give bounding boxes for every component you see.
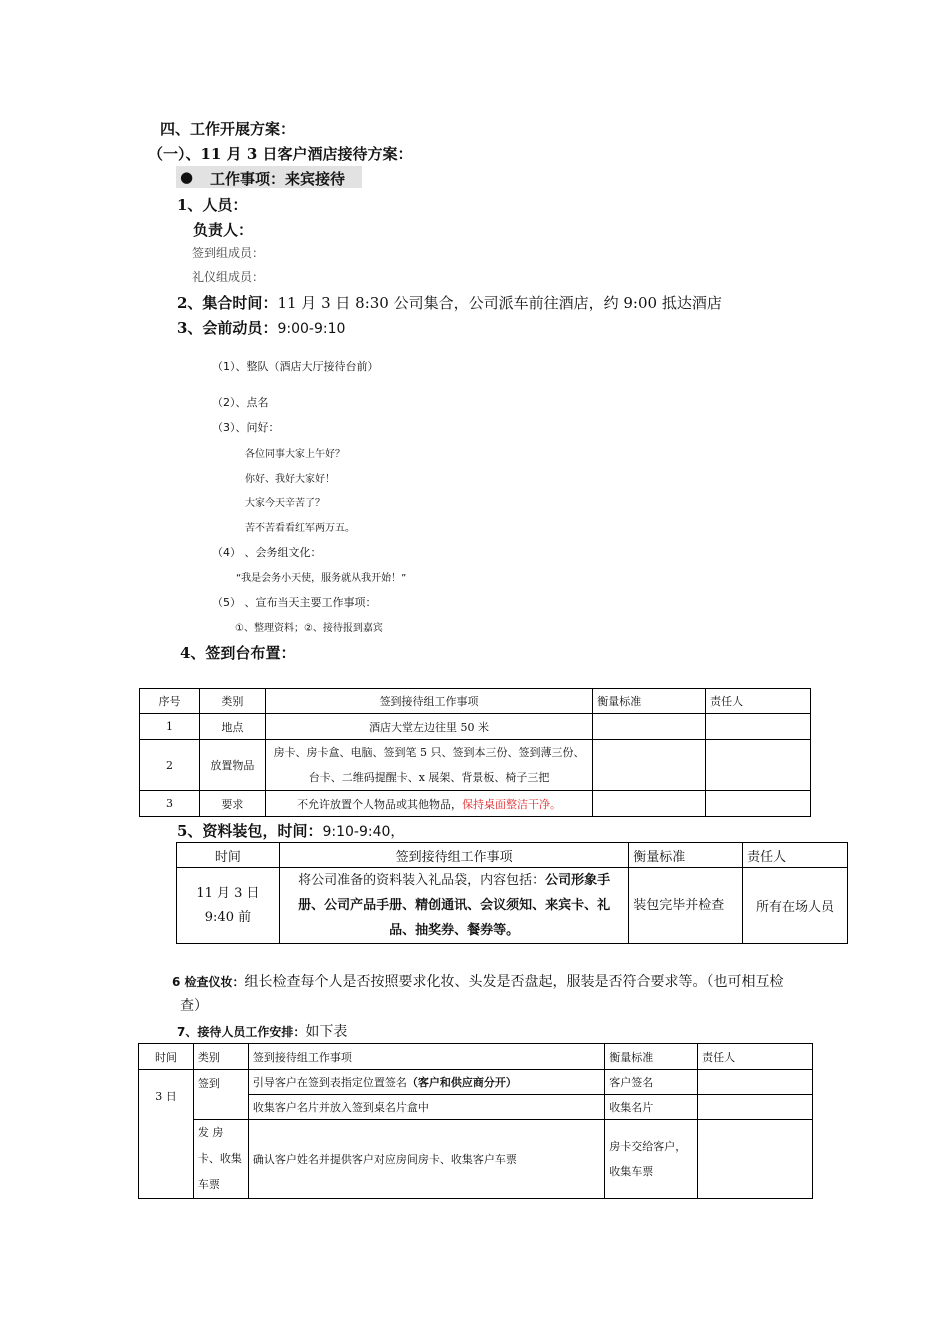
arrange-table <box>138 1043 813 1199</box>
table-cell: 1 <box>140 714 200 740</box>
table-cell: 要求 <box>199 791 265 817</box>
table-cell: 房卡交给客户，收集车票 <box>605 1120 698 1199</box>
requirement-text: 不允许放置个人物品或其他物品， <box>297 797 463 811</box>
table-row <box>140 791 811 817</box>
table-cell <box>177 868 280 944</box>
pack-task-bold: 公司形象手册、公司产品手册、精创通讯、会议须知、来宾卡、礼品、抽奖券、餐券等。 <box>298 873 611 938</box>
mobilize-item: （4） 、会务组文化： <box>212 546 322 559</box>
pack-time-line: 9:40 前 <box>204 909 252 925</box>
table-cell: 发 房卡、收集车票 <box>193 1120 248 1199</box>
table-cell <box>593 740 706 791</box>
pack-label: 5、资料装包，时间： <box>177 822 323 840</box>
arrange-task-plain: 引导客户在签到表指定位置签名 <box>252 1076 407 1089</box>
assemble-line <box>177 292 722 313</box>
desk-title: 4、签到台布置： <box>180 644 296 662</box>
table-row <box>177 868 848 944</box>
table-header: 衡量标准 <box>605 1044 698 1070</box>
pack-line <box>177 820 404 841</box>
desk-table <box>139 688 811 817</box>
table-header: 类别 <box>199 689 265 714</box>
table-header: 衡量标准 <box>593 689 706 714</box>
inspect-line <box>172 971 784 991</box>
table-cell: 2 <box>140 740 200 791</box>
table-header: 类别 <box>193 1044 248 1070</box>
mobilize-item: 你好、我好大家好！ <box>245 474 335 485</box>
table-cell: 所有在场人员 <box>743 868 848 944</box>
table-cell <box>593 791 706 817</box>
table-cell <box>593 714 706 740</box>
table-cell: 酒店大堂左边往里 50 米 <box>265 714 592 740</box>
mobilize-item: （2）、点名 <box>212 396 269 409</box>
mobilize-line <box>177 317 345 338</box>
staff-title: 1、人员： <box>177 196 248 214</box>
staff-signin: 签到组成员： <box>192 246 265 260</box>
table-row <box>140 740 811 791</box>
inspect-label: 6 检查仪妆： <box>172 975 245 989</box>
table-cell <box>698 1070 813 1095</box>
table-header: 责任人 <box>706 689 811 714</box>
pack-task-plain: 将公司准备的资料装入礼品袋，内容包括： <box>298 873 546 888</box>
staff-etiquette: 礼仪组成员： <box>192 270 265 284</box>
mobilize-item: （5） 、宣布当天主要工作事项： <box>212 596 377 609</box>
table-header: 签到接待组工作事项 <box>265 689 592 714</box>
subsection-heading: （一）、11 月 3 日客户酒店接待方案： <box>148 145 413 163</box>
table-cell: 地点 <box>199 714 265 740</box>
pack-time-line: 11 月 3 日 <box>196 885 260 901</box>
mobilize-item: 大家今天辛苦了？ <box>245 498 325 509</box>
inspect-text: 组长检查每个人是否按照要求化妆、头发是否盘起，服装是否符合要求等。（也可相互检 <box>244 974 784 990</box>
assemble-text: 11 月 3 日 8:30 公司集合，公司派车前往酒店，约 9:00 抵达酒店 <box>277 294 722 312</box>
table-cell: 收集客户名片并放入签到桌名片盒中 <box>248 1095 604 1120</box>
mobilize-item: 各位同事大家上午好？ <box>245 449 345 460</box>
table-header: 时间 <box>177 843 280 868</box>
table-cell: 装包完毕并检查 <box>629 868 743 944</box>
table-header: 责任人 <box>743 843 848 868</box>
table-row <box>139 1070 813 1095</box>
table-cell: 收集名片 <box>605 1095 698 1120</box>
table-header: 时间 <box>139 1044 194 1070</box>
pack-time: 9:10-9:40， <box>322 824 405 840</box>
mobilize-item: 苦不苦看看红军两万五。 <box>245 523 355 534</box>
table-cell: 确认客户姓名并提供客户对应房间房卡、收集客户车票 <box>248 1120 604 1199</box>
table-cell: 客户签名 <box>605 1070 698 1095</box>
arrange-label: 7、接待人员工作安排： <box>177 1025 306 1039</box>
table-cell <box>698 1120 813 1199</box>
table-cell: 房卡、房卡盒、电脑、签到笔 5 只、签到本三份、签到薄三份、台卡、二维码提醒卡、x 展架、背景板、椅子三把 <box>265 740 592 791</box>
table-header: 签到接待组工作事项 <box>279 843 628 868</box>
table-cell <box>265 791 592 817</box>
table-row <box>140 714 811 740</box>
arrange-line <box>177 1021 347 1041</box>
mobilize-label: 3、会前动员： <box>177 319 278 337</box>
table-cell <box>248 1070 604 1095</box>
table-header: 序号 <box>140 689 200 714</box>
table-cell <box>706 740 811 791</box>
mobilize-text: 9:00-9:10 <box>277 321 346 337</box>
arrange-task-bold: （客户和供应商分开） <box>406 1076 517 1089</box>
table-cell <box>706 791 811 817</box>
table-cell: 3 日 <box>139 1070 194 1199</box>
table-row <box>139 1120 813 1199</box>
pack-table <box>176 842 848 944</box>
table-cell: 3 <box>140 791 200 817</box>
mobilize-item: ①、整理资料；②、接待报到嘉宾 <box>235 623 383 634</box>
section-heading: 四、工作开展方案： <box>160 120 296 138</box>
requirement-red-text: 保持桌面整洁干净。 <box>462 797 562 811</box>
table-cell: 放置物品 <box>199 740 265 791</box>
bullet-icon: ● <box>180 168 194 186</box>
table-cell <box>279 868 628 944</box>
table-cell: 签到 <box>193 1070 248 1120</box>
bullet-text: 工作事项：来宾接待 <box>210 170 346 188</box>
table-header: 签到接待组工作事项 <box>248 1044 604 1070</box>
staff-leader: 负责人： <box>193 221 254 239</box>
inspect-text-cont: 查） <box>180 998 208 1014</box>
table-header: 责任人 <box>698 1044 813 1070</box>
mobilize-item: （3）、问好： <box>212 421 280 434</box>
table-header: 衡量标准 <box>629 843 743 868</box>
arrange-text: 如下表 <box>305 1024 348 1040</box>
assemble-label: 2、集合时间： <box>177 294 278 312</box>
table-cell <box>698 1095 813 1120</box>
mobilize-item: （1）、整队（酒店大厅接待台前） <box>212 360 379 373</box>
table-cell <box>706 714 811 740</box>
mobilize-item: “我是会务小天使，服务就从我开始！” <box>236 573 407 584</box>
